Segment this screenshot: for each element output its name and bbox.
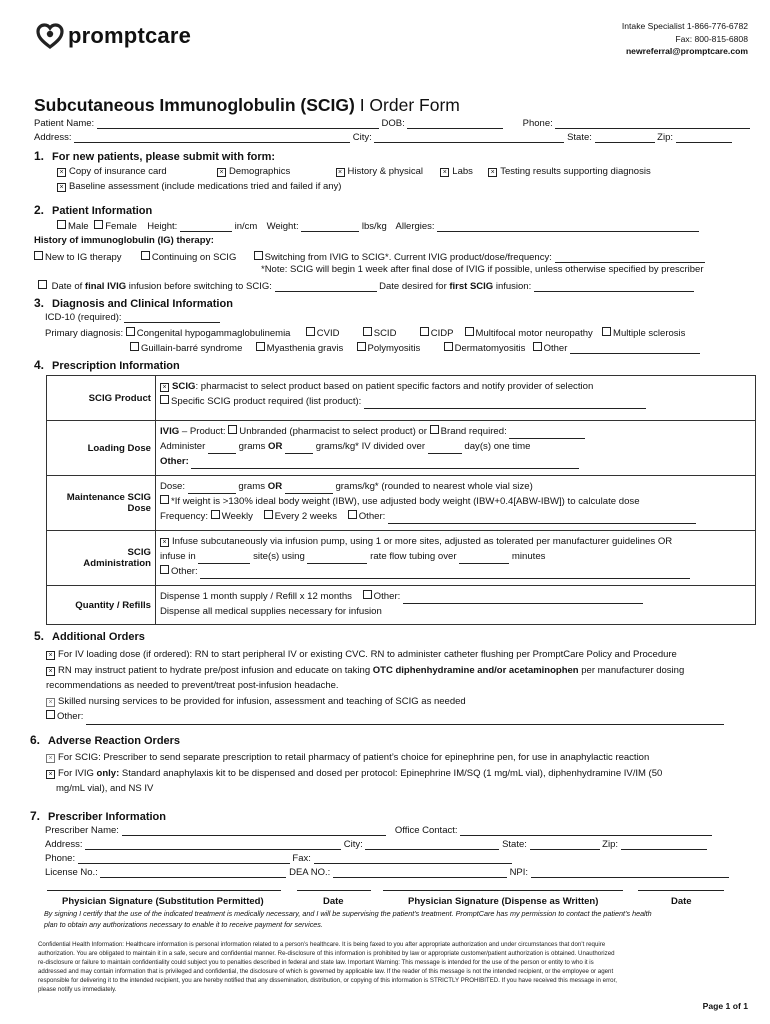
section-2-title: Patient Information — [52, 205, 153, 217]
label-new-ig: New to IG therapy — [45, 252, 122, 263]
checkbox-mmn[interactable] — [465, 327, 474, 336]
intake-phone: Intake Specialist 1-866-776-6782 — [621, 21, 748, 31]
patient-address-label: Address: — [34, 132, 72, 143]
date-label-1: Date — [323, 896, 344, 907]
license-field[interactable] — [100, 867, 286, 878]
signature-line-1[interactable] — [47, 890, 281, 891]
date-label-2: Date — [671, 896, 692, 907]
npi-field[interactable] — [531, 867, 729, 878]
dea-label: DEA NO.: — [289, 867, 331, 878]
freq-other-field[interactable] — [388, 513, 696, 524]
adverse-ivig-b: only: — [96, 767, 120, 779]
label-polymyositis: Polymyositis — [367, 343, 421, 354]
admin-other-text: Other: — [171, 566, 198, 577]
scig-pharmacist-text: : pharmacist to select product based on patient specific factors and notify provider of selection — [195, 381, 594, 392]
checkbox-order-hydrate[interactable]: × — [46, 667, 55, 676]
dx-row-2 — [130, 342, 700, 354]
checkbox-labs[interactable]: × — [440, 168, 449, 177]
page-title — [34, 95, 460, 116]
adverse-scig-text: For SCIG: Prescriber to send separate prescription to retail pharmacy of patient’s choice for epinephrine pen, for use in anaphylactic reaction — [58, 752, 650, 763]
prescriber-row-4 — [45, 867, 729, 878]
maintenance-cell — [156, 476, 756, 531]
checkbox-weekly[interactable] — [211, 510, 220, 519]
signature-line-2[interactable] — [383, 890, 623, 891]
s1-row-2 — [57, 181, 341, 192]
checkbox-female[interactable] — [94, 220, 103, 229]
certify-line-2: plan to obtain any authorizations necessary to enable it to receive payment for services. — [44, 919, 323, 929]
checkbox-unbranded[interactable] — [228, 425, 237, 434]
order-hydrate-d: recommendations as needed to prevent/treat post-infusion headache. — [46, 680, 339, 691]
checkbox-ms[interactable] — [602, 327, 611, 336]
desired-b: first SCIG — [449, 281, 494, 292]
administration-label — [47, 531, 156, 586]
adverse-orders-list — [46, 750, 662, 797]
checkbox-baseline[interactable]: × — [57, 183, 66, 192]
load-grams-text: grams — [238, 441, 266, 452]
patient-name-label: Patient Name: — [34, 118, 95, 129]
checkbox-ibw[interactable] — [160, 495, 169, 504]
checkbox-specific-product[interactable] — [160, 395, 169, 404]
prescriber-address-label: Address: — [45, 839, 83, 850]
patient-zip-label: Zip: — [657, 132, 674, 143]
ibw-text: *If weight is >130% ideal body weight (IBW), use adjusted body weight (IBW+0.4[ABW-IBW]) to calculate dose — [171, 496, 640, 507]
additional-orders-list — [46, 647, 724, 725]
checkbox-congenital[interactable] — [126, 327, 135, 336]
specific-product-field[interactable] — [364, 398, 646, 409]
checkbox-demographics[interactable]: × — [217, 168, 226, 177]
checkbox-history[interactable]: × — [336, 168, 345, 177]
section-1-number: 1. — [34, 149, 45, 163]
patient-city-field[interactable] — [374, 132, 564, 143]
freq-other-text: Other: — [358, 511, 386, 522]
load-grams-field[interactable] — [208, 443, 236, 454]
label-switching: Switching from IVIG to SCIG*. Current IVIG product/dose/frequency: — [264, 252, 552, 263]
label-gbs: Guillain-barré syndrome — [141, 343, 243, 354]
tubing-text: rate flow tubing over — [370, 551, 457, 562]
dob-field[interactable] — [407, 118, 503, 129]
final-ivig-b: final IVIG — [84, 281, 127, 292]
section-5-heading — [34, 629, 145, 643]
sites-field[interactable] — [198, 553, 250, 564]
order-hydrate-c: per manufacturer dosing — [578, 664, 685, 676]
prescriber-phone-label: Phone: — [45, 853, 76, 864]
office-contact-label: Office Contact: — [394, 825, 458, 836]
checkbox-brand[interactable] — [430, 425, 439, 434]
unbranded-text: Unbranded (pharmacist to select product) or — [239, 426, 430, 437]
prescriber-city-label: City: — [343, 839, 363, 850]
section-6-number: 6. — [30, 733, 41, 747]
qty-other-field[interactable] — [403, 593, 643, 604]
checkbox-scid[interactable] — [363, 327, 372, 336]
scig-bold: SCIG — [172, 381, 196, 392]
label-male: Male — [68, 221, 89, 232]
maintenance-label — [47, 476, 156, 531]
load-or: OR — [268, 441, 283, 452]
date-line-2[interactable] — [638, 890, 724, 891]
s2-row-1 — [57, 220, 699, 232]
checkbox-continuing[interactable] — [141, 251, 150, 260]
primary-dx-label: Primary diagnosis: — [45, 328, 124, 339]
section-1-title: For new patients, please submit with form: — [52, 151, 276, 163]
frequency-label: Frequency: — [160, 511, 208, 522]
maint-or: OR — [267, 481, 283, 492]
order-other-text: Other: — [57, 711, 84, 722]
office-contact-field[interactable] — [460, 825, 712, 836]
prescriber-name-label: Prescriber Name: — [45, 825, 119, 836]
maint-grams-text: grams — [238, 481, 266, 492]
patient-phone-field[interactable] — [555, 118, 750, 129]
maint-label-1: Maintenance SCIG — [66, 492, 151, 503]
prescriber-state-field[interactable] — [530, 839, 600, 850]
section-3-number: 3. — [34, 296, 45, 310]
prescriber-state-label: State: — [502, 839, 527, 850]
dx-other-field[interactable] — [570, 343, 700, 354]
section-4-number: 4. — [34, 358, 45, 372]
weight-units: lbs/kg — [361, 221, 387, 232]
page-number: Page 1 of 1 — [702, 1001, 748, 1011]
patient-address-field[interactable] — [74, 132, 350, 143]
patient-state-label: State: — [567, 132, 592, 143]
adverse-ivig-c: Standard anaphylaxis kit to be dispensed and dosed per protocol: Epinephrine IM/SQ (1 mg/mL vial), diphenhydramine IV/IM (50 — [119, 767, 663, 779]
administration-cell — [156, 531, 756, 586]
checkbox-adverse-ivig[interactable]: × — [46, 770, 55, 779]
load-days-text: day(s) one time — [464, 441, 531, 452]
icd-row — [45, 312, 220, 323]
label-continuing: Continuing on SCIG — [151, 252, 237, 263]
height-units: in/cm — [234, 221, 258, 232]
ig-history-label: History of immunoglobulin (IG) therapy: — [34, 235, 214, 246]
checkbox-order-other[interactable] — [46, 710, 55, 719]
scig-product-cell — [156, 376, 756, 421]
loading-dose-cell — [156, 421, 756, 476]
section-1-heading — [34, 149, 275, 163]
label-scid: SCID — [373, 328, 397, 339]
checkbox-mg[interactable] — [256, 342, 265, 351]
dea-field[interactable] — [333, 867, 507, 878]
patient-row-1 — [34, 118, 750, 129]
prescriber-zip-label: Zip: — [602, 839, 619, 850]
row-loading-dose — [47, 421, 756, 476]
infuse-text: Infuse subcutaneously via infusion pump, using 1 or more sites, adjusted as tolerated per manufacturer guidelines OR — [172, 536, 673, 547]
checkbox-cvid[interactable] — [306, 327, 315, 336]
label-baseline: Baseline assessment (include medications tried and failed if any) — [69, 181, 342, 192]
load-other-field[interactable] — [191, 458, 579, 469]
conf-line-3: re-disclosure or failure to maintain confidentiality could subject you to penalties described in federal and state law. Important Warning: This message is intended for the use of the person or entity to who it is — [38, 958, 594, 966]
section-3-title: Diagnosis and Clinical Information — [52, 298, 233, 310]
referral-email: newreferral@promptcare.com — [625, 46, 748, 56]
adverse-ivig-a: For IVIG — [58, 767, 97, 779]
icd-field[interactable] — [124, 312, 220, 323]
prescriber-row-2 — [45, 839, 707, 850]
label-labs: Labs — [452, 166, 473, 177]
checkbox-dx-other[interactable] — [533, 342, 542, 351]
section-2-heading — [34, 203, 152, 217]
weight-label: Weight: — [266, 221, 299, 232]
maint-label-2: Dose — [127, 503, 151, 514]
two-weeks-text: Every 2 weeks — [274, 511, 338, 522]
section-5-title: Additional Orders — [52, 631, 145, 643]
first-scig-date-field[interactable] — [534, 281, 694, 292]
patient-row-2 — [34, 132, 732, 143]
conf-line-6: please notify us immediately. — [38, 985, 117, 993]
label-dx-other: Other — [543, 343, 568, 354]
label-congenital: Congenital hypogammaglobulinemia — [136, 328, 291, 339]
final-ivig-c: infusion before switching to SCIG: — [126, 281, 272, 292]
row-quantity — [47, 586, 756, 625]
label-history: History & physical — [347, 166, 424, 177]
s1-row-1 — [57, 166, 651, 177]
maint-grams-field[interactable] — [188, 483, 236, 494]
title-rest: I Order Form — [359, 95, 460, 115]
load-gkg-field[interactable] — [285, 443, 313, 454]
weight-field[interactable] — [301, 221, 359, 232]
prescriber-row-3 — [45, 853, 512, 864]
label-insurance: Copy of insurance card — [69, 166, 167, 177]
section-3-heading — [34, 296, 233, 310]
conf-line-2: authorization. You are obligated to maintain it in a safe, secure and confidential manner. Re-disclosure of this information is prohibited by law or appropriate customer/patient authorization is obtained. Unauthorized — [38, 949, 615, 957]
ivig-product-field[interactable] — [555, 252, 705, 263]
checkbox-order-nursing[interactable]: × — [46, 698, 55, 707]
section-7-number: 7. — [30, 809, 41, 823]
weekly-text: Weekly — [221, 511, 253, 522]
specific-product-text: Specific SCIG product required (list product): — [171, 396, 362, 407]
tubing-field[interactable] — [307, 553, 367, 564]
date-line-1[interactable] — [297, 890, 371, 891]
patient-phone-label: Phone: — [522, 118, 553, 129]
checkbox-adverse-scig[interactable]: × — [46, 754, 55, 763]
prescriber-fax-field[interactable] — [314, 853, 512, 864]
conf-line-5: responsible for delivering it to the intended recipient, you are hereby notified that any dissemination, distribution, or copying of this information is STRICTLY PROHIBITED. If you have received this message in error, — [38, 976, 617, 984]
prescriber-phone-field[interactable] — [78, 853, 290, 864]
s2-row-3 — [34, 251, 705, 263]
checkbox-cidp[interactable] — [420, 327, 429, 336]
patient-city-label: City: — [352, 132, 372, 143]
ivig-product-text: – Product: — [179, 426, 229, 437]
load-other-text: Other: — [160, 456, 189, 467]
checkbox-order-iv[interactable]: × — [46, 651, 55, 660]
minutes-text: minutes — [511, 551, 546, 562]
scig-note: *Note: SCIG will begin 1 week after final dose of IVIG if possible, unless otherwise specified by prescriber — [261, 264, 704, 275]
section-2-number: 2. — [34, 203, 45, 217]
admin-label-1: SCIG — [127, 547, 151, 558]
checkbox-testing[interactable]: × — [488, 168, 497, 177]
checkbox-new-ig[interactable] — [34, 251, 43, 260]
final-ivig-date-field[interactable] — [275, 281, 377, 292]
label-cvid: CVID — [316, 328, 340, 339]
brand-field[interactable] — [509, 428, 585, 439]
checkbox-dermatomyositis[interactable] — [444, 342, 453, 351]
brand-name: promptcare — [68, 23, 192, 48]
label-female: Female — [105, 221, 137, 232]
section-4-title: Prescription Information — [52, 360, 180, 372]
prescriber-city-field[interactable] — [365, 839, 499, 850]
checkbox-polymyositis[interactable] — [357, 342, 366, 351]
dispense-text: Dispense 1 month supply / Refill x 12 months — [160, 591, 352, 602]
maint-gkg-text: grams/kg* (rounded to nearest whole vial size) — [335, 481, 533, 492]
patient-state-field[interactable] — [595, 132, 655, 143]
checkbox-gbs[interactable] — [130, 342, 139, 351]
section-6-heading — [30, 733, 180, 747]
signature-label-2: Physician Signature (Dispense as Written) — [408, 896, 599, 907]
dob-label: DOB: — [381, 118, 405, 129]
admin-other-field[interactable] — [200, 568, 690, 579]
s2-row-5 — [38, 280, 694, 292]
section-5-number: 5. — [34, 629, 45, 643]
certify-line-1: By signing I certify that the use of the indicated treatment is medically necessary, and I will be supervising the patient’s treatment. PromptCare has my permission to contact the patient’s health — [44, 909, 652, 918]
allergies-field[interactable] — [437, 221, 699, 232]
conf-line-1: Confidential Health Information: Healthcare information is personal information related to a person’s healthcare. It is being faxed to you after appropriate authorization and under circumstances that don’t require — [38, 941, 606, 948]
patient-zip-field[interactable] — [676, 132, 732, 143]
checkbox-final-ivig[interactable] — [38, 280, 47, 289]
quantity-cell — [156, 586, 756, 625]
load-days-field[interactable] — [428, 443, 462, 454]
promptcare-logo-icon — [36, 22, 64, 50]
order-nursing-text: Skilled nursing services to be provided for infusion, assessment and teaching of SCIG as needed — [58, 695, 466, 707]
supplies-text: Dispense all medical supplies necessary for infusion — [160, 606, 382, 617]
load-gkg-text: grams/kg* IV divided over — [315, 441, 426, 452]
contact-block — [622, 20, 748, 58]
label-cidp: CIDP — [430, 328, 454, 339]
qty-other-text: Other: — [373, 591, 401, 602]
label-demographics: Demographics — [228, 166, 291, 177]
row-scig-product — [47, 376, 756, 421]
prescriber-row-1 — [45, 825, 712, 836]
signature-label-1: Physician Signature (Substitution Permitted) — [62, 896, 264, 907]
checkbox-freq-other[interactable] — [348, 510, 357, 519]
maint-dose-text: Dose: — [160, 481, 186, 492]
infuse-in-text: infuse in — [160, 551, 196, 562]
admin-label-2: Administration — [83, 558, 151, 569]
checkbox-qty-other[interactable] — [363, 590, 372, 599]
checkbox-infuse[interactable]: × — [160, 538, 169, 547]
quantity-label: Quantity / Refills — [47, 586, 156, 625]
prescriber-name-field[interactable] — [122, 825, 386, 836]
dx-row-1 — [45, 327, 685, 339]
icd-label: ICD-10 (required): — [45, 312, 122, 323]
prescriber-zip-field[interactable] — [621, 839, 707, 850]
patient-name-field[interactable] — [97, 118, 379, 129]
desired-c: infusion: — [493, 281, 532, 292]
order-hydrate-b: OTC diphenhydramine and/or acetaminophen — [372, 664, 579, 676]
prescription-table — [46, 375, 756, 625]
loading-dose-label: Loading Dose — [47, 421, 156, 476]
label-testing: Testing results supporting diagnosis — [500, 166, 651, 177]
section-7-title: Prescriber Information — [48, 811, 166, 823]
section-7-heading — [30, 809, 166, 823]
confidentiality-notice — [38, 941, 617, 994]
prescriber-fax-label: Fax: — [292, 853, 311, 864]
prescriber-address-field[interactable] — [85, 839, 341, 850]
minutes-field[interactable] — [459, 553, 509, 564]
checkbox-switching[interactable] — [254, 251, 263, 260]
desired-a: Date desired for — [379, 281, 450, 292]
row-maintenance — [47, 476, 756, 531]
order-hydrate-a: RN may instruct patient to hydrate pre/post infusion and educate on taking — [58, 664, 373, 676]
npi-label: NPI: — [509, 867, 529, 878]
checkbox-male[interactable] — [57, 220, 66, 229]
label-ms: Multiple sclerosis — [613, 328, 686, 339]
title-bold: Subcutaneous Immunoglobulin (SCIG) — [34, 95, 355, 115]
adverse-ivig-d: mg/mL vial), and NS IV — [56, 783, 154, 794]
order-other-field[interactable] — [86, 714, 724, 725]
height-field[interactable] — [180, 221, 232, 232]
checkbox-2weeks[interactable] — [264, 510, 273, 519]
checkbox-insurance[interactable]: × — [57, 168, 66, 177]
fax-number: Fax: 800-815-6808 — [675, 33, 748, 44]
maint-gkg-field[interactable] — [285, 483, 333, 494]
sites-text: site(s) using — [253, 551, 305, 562]
administer-text: Administer — [160, 441, 206, 452]
checkbox-scig-pharmacist[interactable]: × — [160, 383, 169, 392]
label-mmn: Multifocal motor neuropathy — [475, 328, 593, 339]
label-mg: Myasthenia gravis — [266, 343, 344, 354]
section-6-title: Adverse Reaction Orders — [48, 735, 181, 747]
license-label: License No.: — [45, 867, 98, 878]
section-4-heading — [34, 358, 180, 372]
brand-text: Brand required: — [440, 426, 507, 437]
ivig-bold: IVIG — [160, 426, 180, 437]
height-label: Height: — [147, 221, 178, 232]
conf-line-4: addressed and may contain information that is privileged and confidential, the disclosure of which is governed by applicable law. If the reader of this message is not the intended recipient, or the employee or agent — [38, 967, 614, 975]
scig-product-label: SCIG Product — [47, 376, 156, 421]
certification-text — [44, 909, 652, 930]
final-ivig-a: Date of — [51, 281, 85, 292]
order-iv-text: For IV loading dose (if ordered): RN to start peripheral IV or existing CVC. RN to administer catheter flushing per PromptCare Policy and Procedure — [58, 649, 677, 660]
row-administration — [47, 531, 756, 586]
label-dermatomyositis: Dermatomyositis — [454, 343, 526, 354]
allergies-label: Allergies: — [395, 221, 435, 232]
checkbox-admin-other[interactable] — [160, 565, 169, 574]
